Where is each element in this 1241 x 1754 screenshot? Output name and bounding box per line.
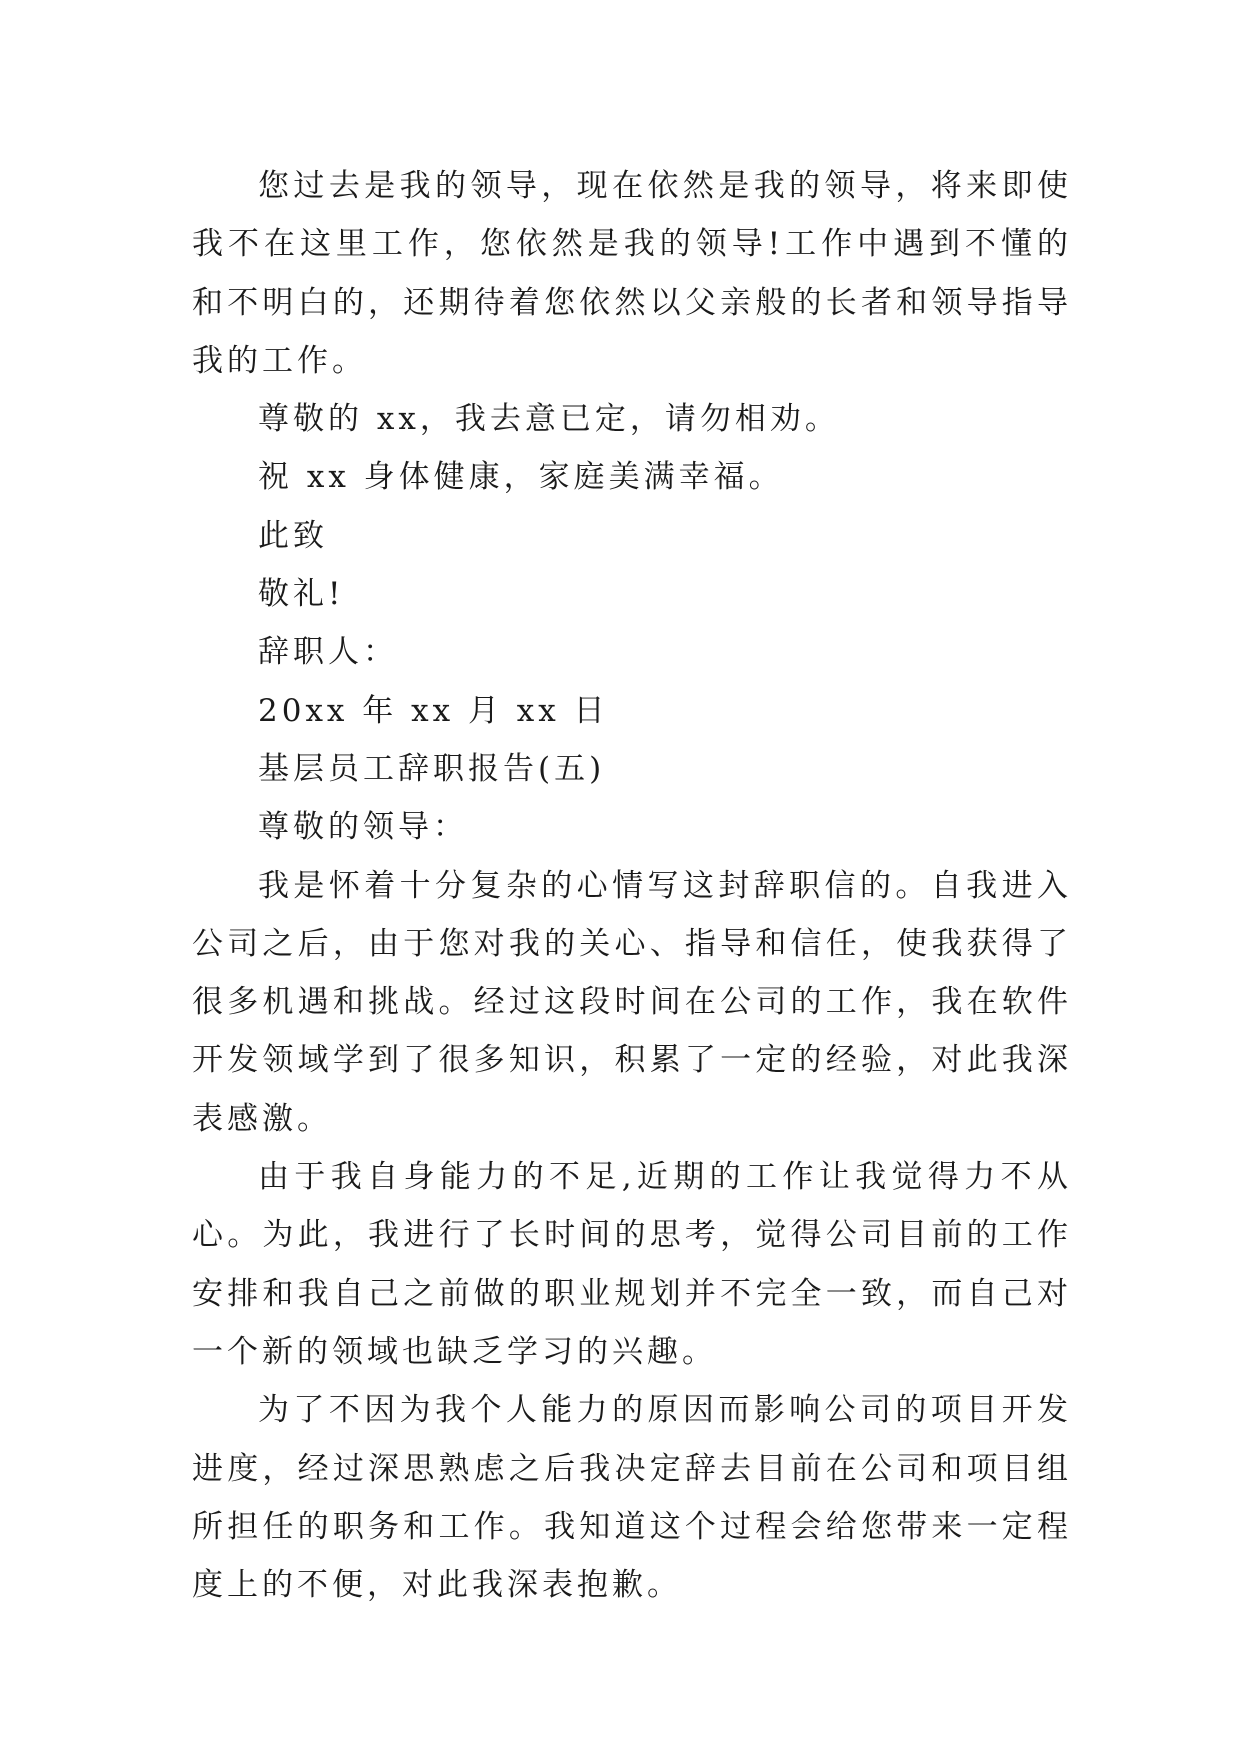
paragraph-resignation: 为了不因为我个人能力的原因而影响公司的项目开发进度，经过深思熟虑之后我决定辞去目前在公司和项目组所担任的职务和工作。我知道这个过程会给您带来一定程度上的不便，对此我深表抱歉。	[192, 1392, 1072, 1604]
closing-salutation-1: 此致	[258, 517, 328, 554]
paragraph-reason: 由于我自身能力的不足,近期的工作让我觉得力不从心。为此，我进行了长时间的思考，觉得公司目前的工作安排和我自己之前做的职业规划并不完全一致，而自己对一个新的领域也缺乏学习的兴趣。	[192, 1159, 1072, 1370]
greeting: 尊敬的领导：	[258, 809, 468, 846]
document-body	[192, 157, 1072, 1614]
closing-salutation-2: 敬礼!	[258, 576, 345, 613]
section-title: 基层员工辞职报告(五)	[258, 750, 606, 787]
signature-date: 20xx 年 xx 月 xx 日	[258, 692, 609, 729]
paragraph-wishes: 祝 xx 身体健康，家庭美满幸福。	[258, 459, 784, 496]
signature-label: 辞职人：	[258, 634, 398, 671]
paragraph-gratitude: 我是怀着十分复杂的心情写这封辞职信的。自我进入公司之后，由于您对我的关心、指导和信任，使我获得了很多机遇和挑战。经过这段时间在公司的工作，我在软件开发领域学到了很多知识，积累了一定的经验，对此我深表感激。	[192, 867, 1072, 1137]
paragraph-leader-note: 您过去是我的领导，现在依然是我的领导，将来即使我不在这里工作，您依然是我的领导!工作中遇到不懂的和不明白的，还期待着您依然以父亲般的长者和领导指导我的工作。	[192, 168, 1072, 379]
paragraph-decision: 尊敬的 xx，我去意已定，请勿相劝。	[258, 401, 840, 438]
